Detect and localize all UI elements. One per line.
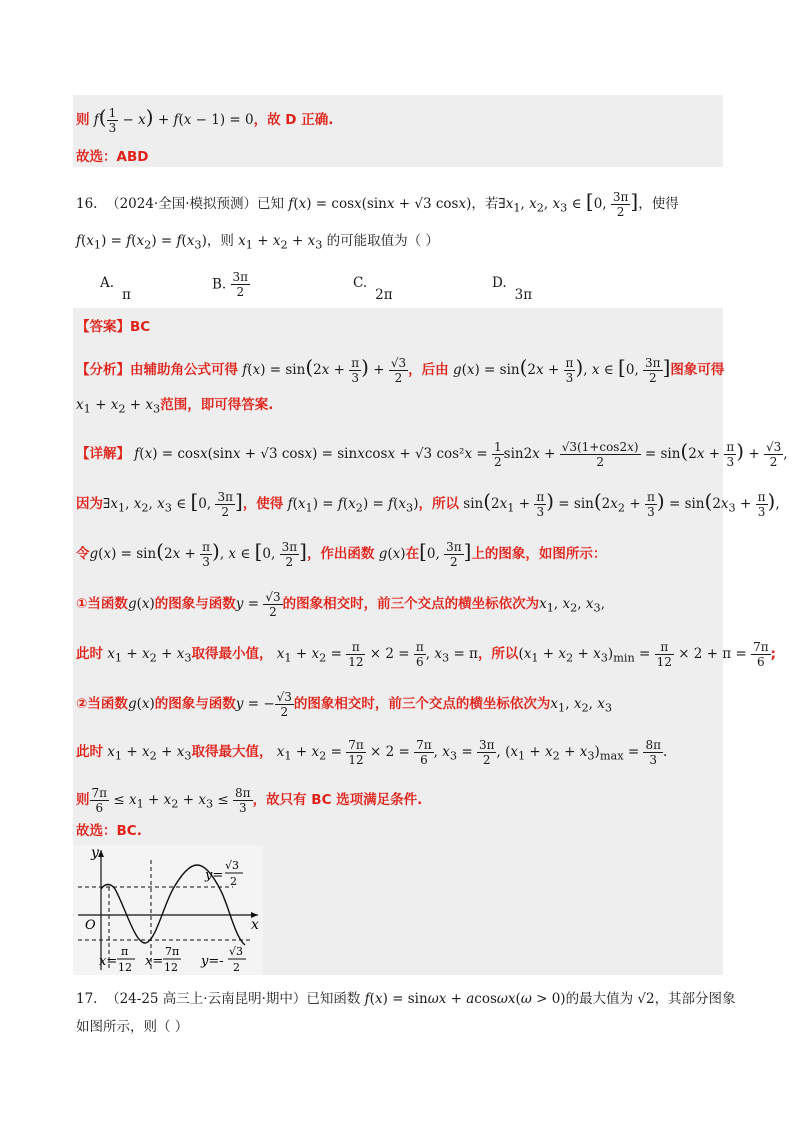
prev-solution-line: 则 f( $\frac{1}{3}$ − x) + f(x − 1) = 0，故 D 正确.: [76, 105, 334, 135]
case2-line2: 此时 $x_1 + x_2 + x_3$取得最大值， $x_1 + x_2$ = $\frac{7\pi}{12}$ × 2 = $\frac{7\pi}{6}$ , $x_3$ = $\frac{3\pi}{2}$ , $(x_1 + x_2 + x_3)_{max}$ = $\frac{8\pi}{3}$ .: [76, 738, 668, 767]
detail-line1: 【详解】 f(x) = cosx(sinx + √3 cosx) = sinxcosx + √3 cos²x = $\frac{1}{2}$ sin2x + $\frac{√3(1+\cos 2x)}{2}$ = sin(2x + $\frac{\pi}{3}$ ) + $\frac{√3}{2}$ ,: [76, 439, 788, 469]
option-b[interactable]: B. $\frac{3\pi}{2}$: [212, 270, 249, 299]
origin-label: O: [85, 918, 96, 933]
x2-num: 7π: [165, 945, 180, 958]
sine-curve: [101, 865, 245, 945]
detail-line3: 令g(x) = sin(2x + $\frac{\pi}{3}$ ), x ∈ [0, $\frac{3\pi}{2}$ ]，作出函数 g(x)在[0, $\frac{3\pi}{2}$ ]上的图象，如图所示：: [76, 539, 607, 569]
x1-den: 12: [118, 961, 132, 974]
option-c[interactable]: C.2π: [353, 275, 393, 303]
option-a[interactable]: A.π: [100, 275, 131, 303]
option-d[interactable]: D.3π: [492, 275, 533, 303]
q17-line1: 17. （24-25 高三上·云南昆明·期中）已知函数 f(x) = sinωx + acosωx(ω > 0)的最大值为 √2，其部分图象: [76, 991, 736, 1007]
analysis-line1: 【分析】由辅助角公式可得 f(x) = sin(2x + $\frac{\pi}{3}$ ) + $\frac{√3}{2}$ ，后由 g(x) = sin(2x + $\frac{\pi}{3}$ ), x ∈ [0, $\frac{3\pi}{2}$ ]图象可得: [76, 355, 725, 385]
case1-line2: 此时 $x_1 + x_2 + x_3$取得最小值， $x_1 + x_2$ = $\frac{\pi}{12}$ × 2 = $\frac{\pi}{6}$ , $x_3 = \pi$，所以$(x_1 + x_2 + x_3)_{min}$ = $\frac{\pi}{12}$ × 2 + π = $\frac{7\pi}{6}$ ;: [76, 640, 776, 669]
detail-line2: 因为$\exists x_1$, $x_2$, $x_3$ ∈ [0, $\frac{3\pi}{2}$ ]，使得 $f(x_1) = f(x_2) = f(x_3)$，所以 $\sin(2x_1$ + $\frac{\pi}{3}$ ) = $\sin(2x_2$ + $\frac{\pi}{3}$ ) = $\sin(2x_3$ + $\frac{\pi}{3}$ ),: [76, 489, 780, 519]
sine-graph: [73, 845, 263, 975]
sine-graph-svg: [73, 845, 263, 975]
q16-line2: $f(x_1) = f(x_2) = f(x_3)$，则 $x_1 + x_2 + x_3$ 的可能取值为（ ）: [76, 233, 439, 252]
top-line-den: 2: [230, 875, 237, 888]
x1-num: π: [121, 945, 129, 958]
top-line-num: √3: [225, 859, 240, 872]
analysis-line2: $x_1 + x_2 + x_3$范围，即可得答案.: [76, 397, 274, 416]
q17-line2: 如图所示，则（ ）: [76, 1019, 189, 1035]
conclusion-line: 则 $\frac{7\pi}{6}$ ≤ $x_1 + x_2 + x_3$ ≤ $\frac{8\pi}{3}$ ，故只有 BC 选项满足条件.: [76, 786, 423, 815]
bottom-line-den: 2: [233, 961, 240, 974]
answer-label: 【答案】BC: [76, 319, 151, 335]
case2-line1: ②当函数g(x)的图象与函数y = − $\frac{√3}{2}$ 的图象相交时，前三个交点的横坐标依次为$x_1$, $x_2$, $x_3$: [76, 690, 612, 719]
x1-label: x=: [99, 954, 118, 969]
x-axis-label: x: [251, 917, 259, 933]
final-answer: 故选：BC.: [76, 823, 142, 839]
bottom-line-label: y=-: [201, 954, 224, 969]
case1-line1: ①当函数g(x)的图象与函数y = $\frac{√3}{2}$ 的图象相交时，前三个交点的横坐标依次为$x_1$, $x_2$, $x_3$,: [76, 590, 605, 619]
prev-answer-line: 故选：ABD: [76, 149, 149, 165]
top-line-label: y=: [205, 868, 224, 883]
x2-den: 12: [164, 961, 178, 974]
bottom-line-num: √3: [229, 945, 244, 958]
q16-line1: 16. （2024·全国·模拟预测）已知 f(x) = cosx(sinx + √3 cosx)，若$\exists x_1$, $x_2$, $x_3$ ∈ [0, $\frac{3\pi}{2}$ ]，使得: [76, 189, 679, 219]
y-axis-label: y: [91, 845, 99, 861]
x2-label: x=: [145, 954, 164, 969]
